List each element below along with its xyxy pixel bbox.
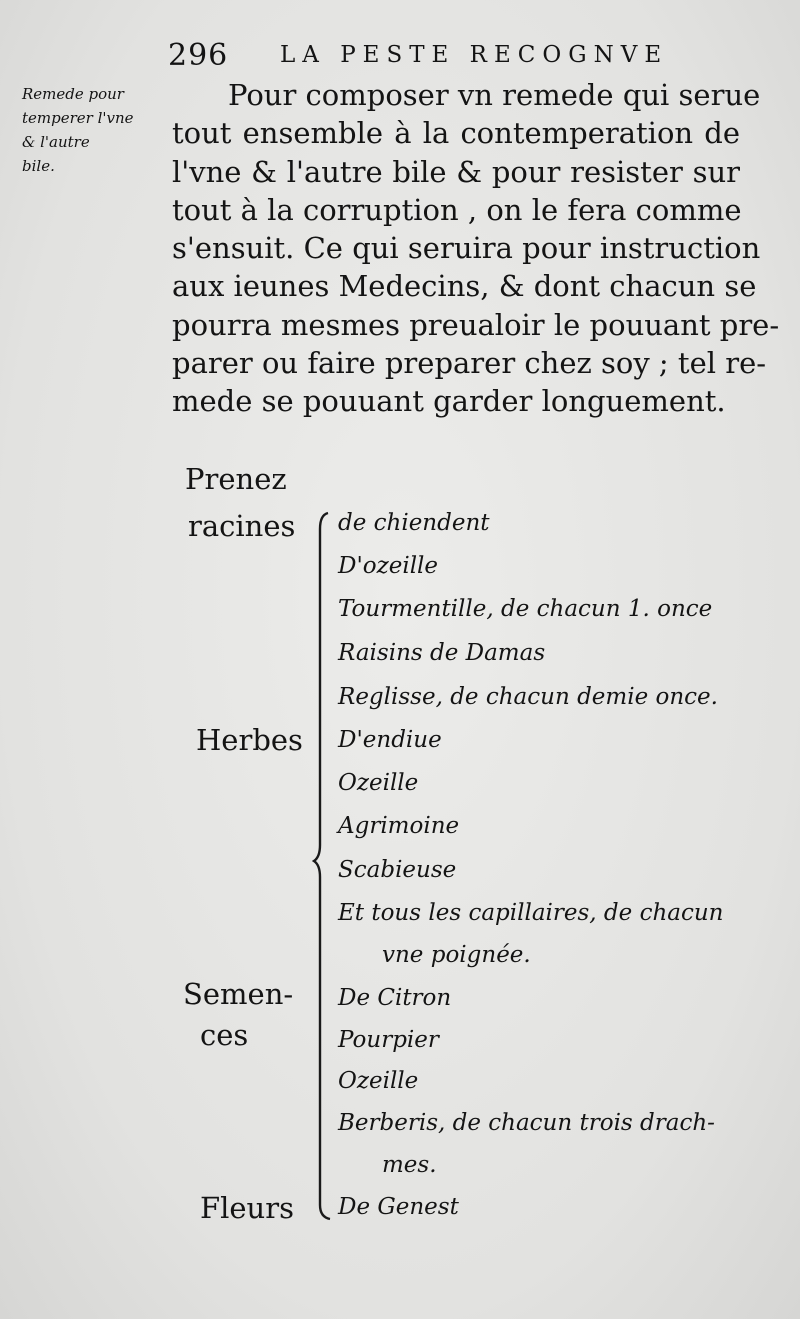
paragraph-line: s'ensuit. Ce qui seruira pour instruction — [172, 231, 761, 266]
group-label-semences-cont: ces — [200, 1018, 249, 1052]
recipe-item: Berberis, de chacun trois drach- — [338, 1110, 715, 1136]
page-header — [168, 38, 768, 78]
group-label-semences: Semen- — [183, 977, 294, 1011]
recipe-item: Et tous les capillaires, de chacun — [338, 900, 724, 926]
recipe-intro: Prenez — [185, 462, 287, 496]
group-label-racines: racines — [188, 509, 296, 543]
recipe-item: De Citron — [338, 985, 452, 1011]
curly-brace-icon — [312, 505, 338, 1225]
page-number: 296 — [168, 38, 229, 73]
recipe-item: Pourpier — [338, 1027, 439, 1053]
running-title: LA PESTE RECOGNVE — [280, 42, 669, 68]
margin-note-line: Remede pour — [22, 85, 124, 103]
recipe-item: Reglisse, de chacun demie once. — [338, 684, 718, 710]
recipe-item: Ozeille — [338, 1068, 419, 1094]
paragraph-line: mede se pouuant garder longuement. — [172, 384, 726, 419]
recipe-item: Raisins de Damas — [338, 640, 546, 666]
recipe-item: Agrimoine — [338, 813, 460, 839]
recipe-item: De Genest — [338, 1194, 459, 1220]
paragraph-line: pourra mesmes preualoir le pouuant pre- — [172, 307, 780, 342]
recipe-item: D'endiue — [338, 727, 442, 753]
margin-note-line: temperer l'vne — [22, 109, 134, 127]
paragraph-line: l'vne & l'autre bile & pour resister sur — [172, 154, 740, 189]
group-label-herbes: Herbes — [196, 723, 303, 757]
recipe-item: de chiendent — [338, 510, 490, 536]
margin-note — [22, 82, 172, 178]
main-paragraph — [172, 76, 780, 421]
recipe-item: D'ozeille — [338, 553, 439, 579]
recipe-item: Tourmentille, de chacun 1. once — [338, 596, 713, 622]
paragraph-line: parer ou faire preparer chez soy ; tel re- — [172, 346, 767, 381]
margin-note-line: & l'autre — [22, 133, 90, 151]
margin-note-line: bile. — [22, 157, 55, 175]
recipe-item: mes. — [382, 1152, 437, 1178]
group-label-fleurs: Fleurs — [200, 1191, 294, 1225]
recipe-item: vne poignée. — [382, 942, 531, 968]
recipe-item: Ozeille — [338, 770, 419, 796]
paragraph-line: aux ieunes Medecins, & dont chacun se — [172, 269, 757, 304]
paragraph-line: tout ensemble à la contemperation de — [172, 116, 740, 151]
paragraph-line: Pour composer vn remede qui serue — [228, 78, 761, 112]
recipe-item: Scabieuse — [338, 857, 457, 883]
paragraph-line: tout à la corruption , on le fera comme — [172, 192, 742, 227]
